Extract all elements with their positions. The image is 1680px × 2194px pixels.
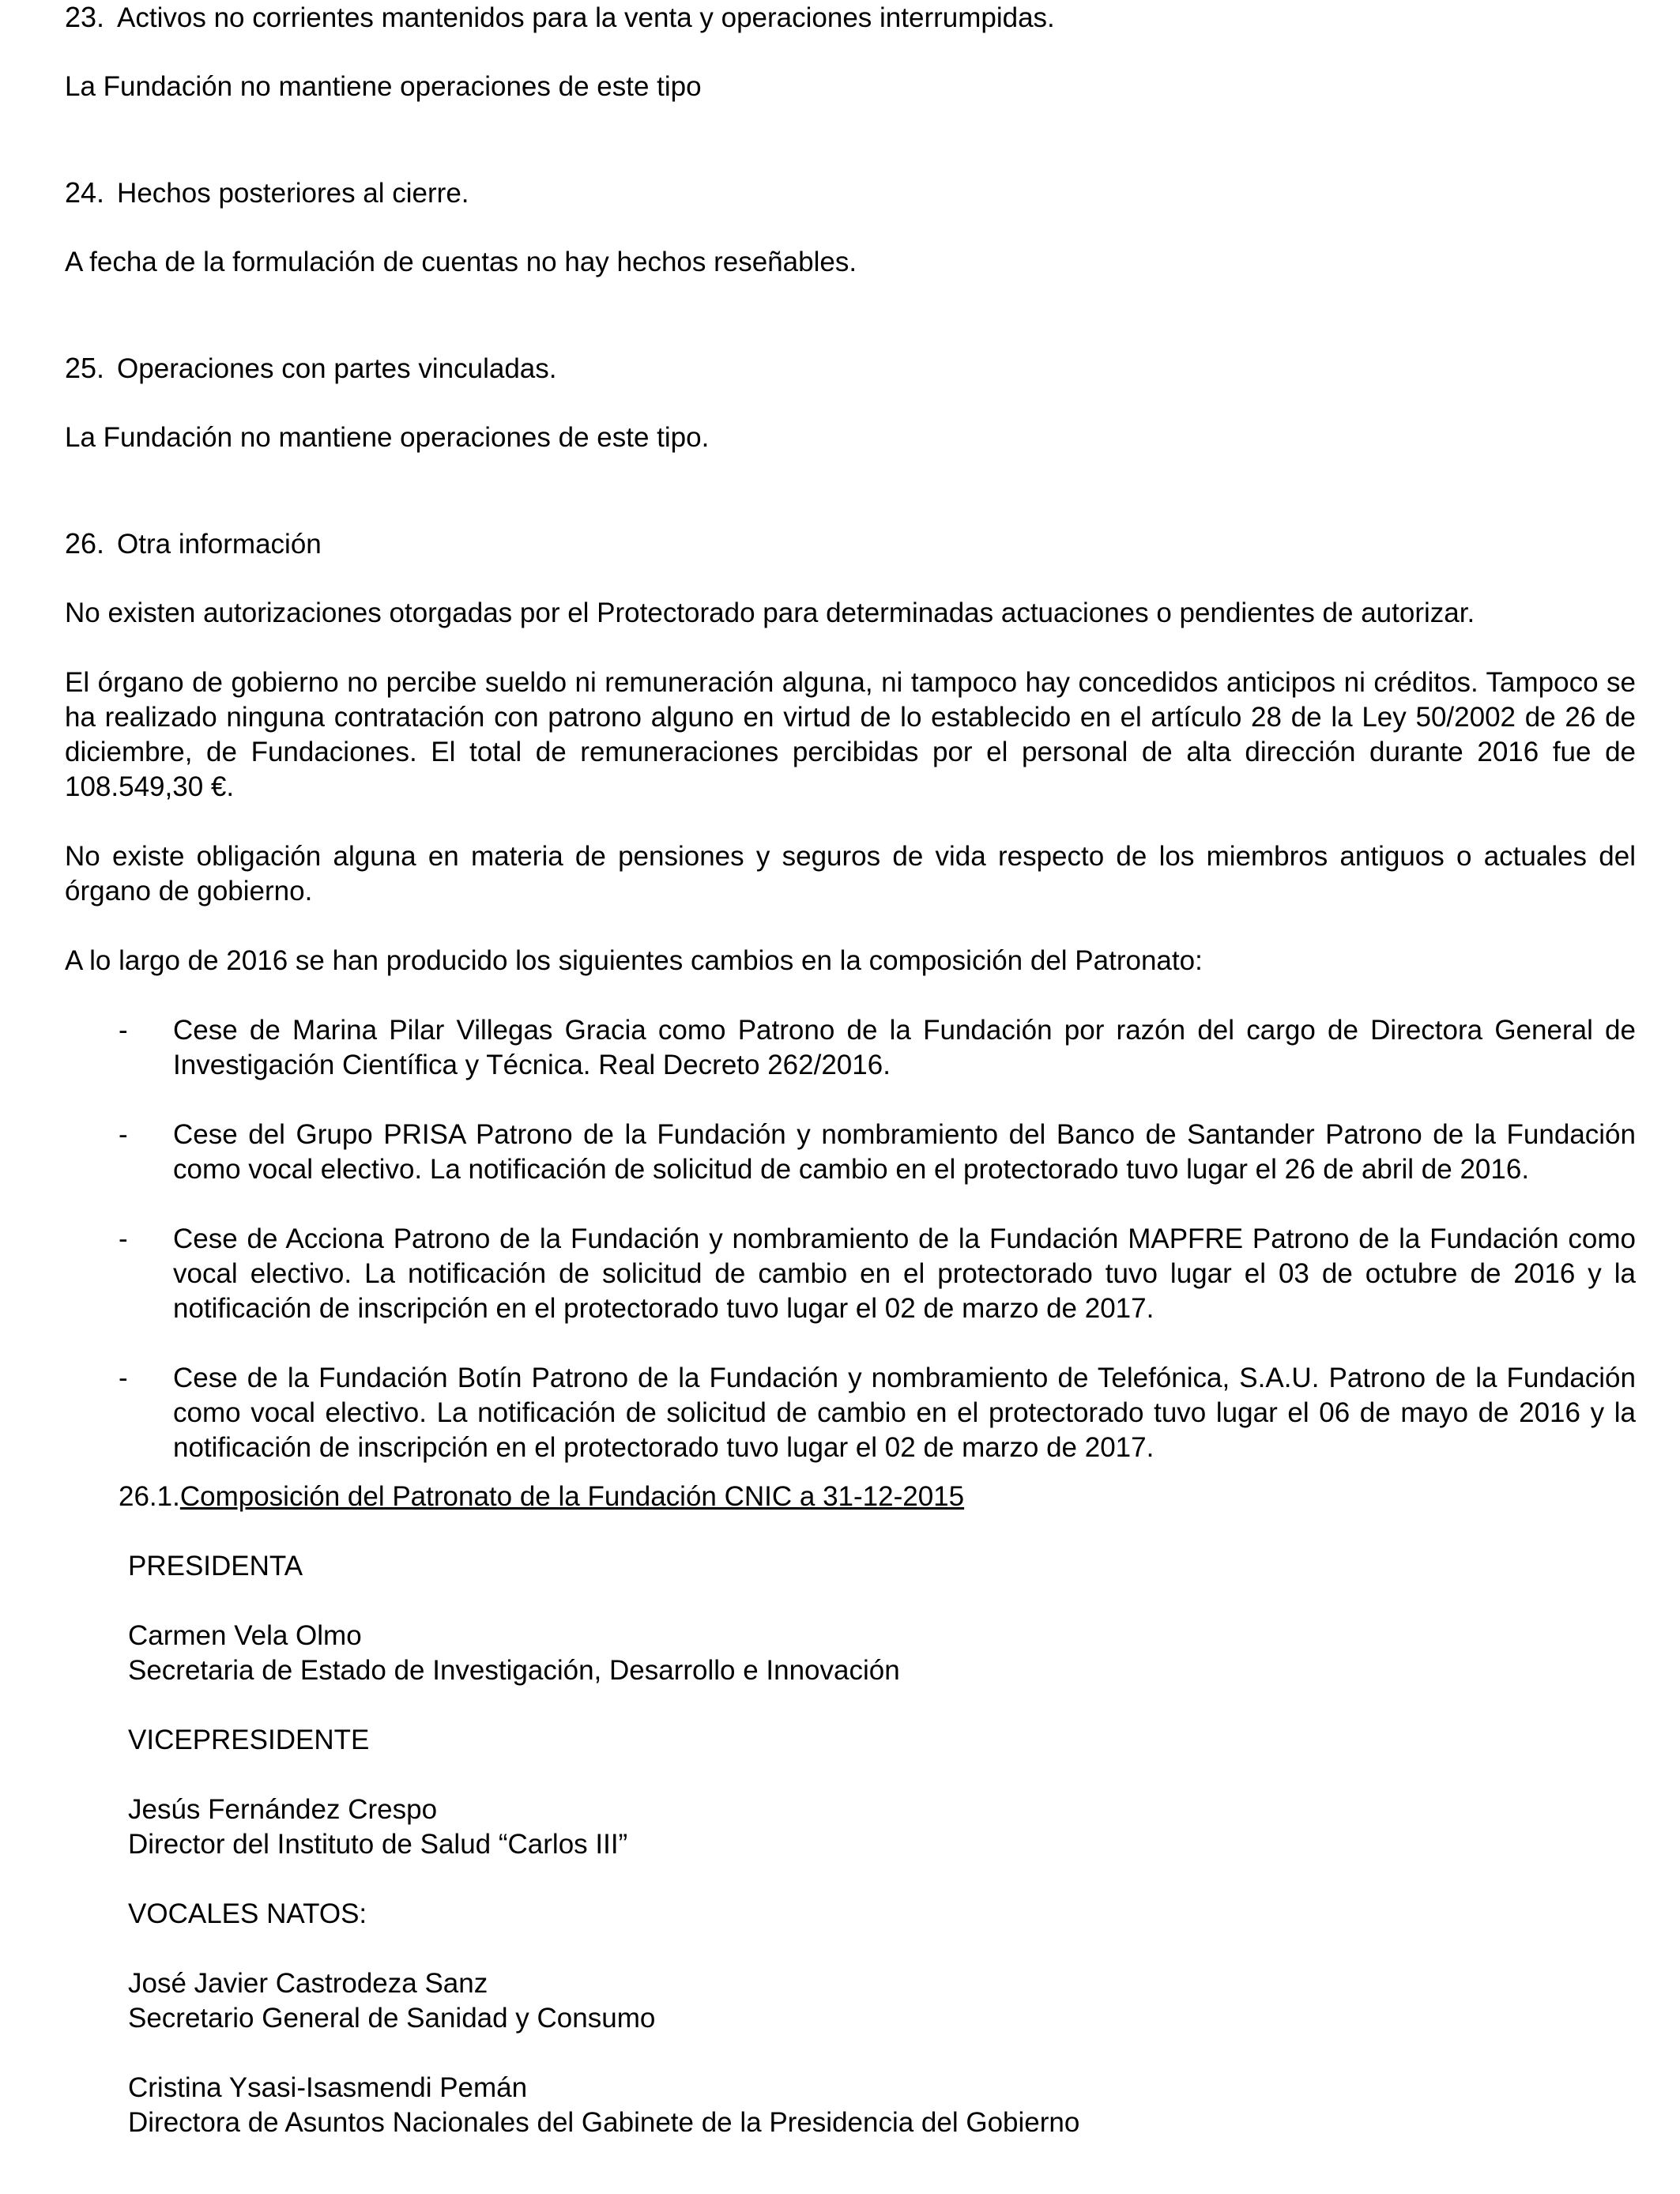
section-number: 23. <box>65 1 105 33</box>
presidenta-name: Carmen Vela Olmo <box>128 1620 362 1651</box>
section-25-heading <box>65 351 1636 386</box>
list-dash: - <box>119 1015 128 1046</box>
section-23-body: La Fundación no mantiene operaciones de este tipo <box>65 71 702 102</box>
list-item <box>65 1118 1636 1187</box>
section-title: Otra información <box>117 529 322 560</box>
list-item-text: Cese del Grupo PRISA Patrono de la Fundación y nombramiento del Banco de Santander Patrono de la Fundación como vocal electivo. La notificación de solicitud de cambio en el protectorado tuvo lugar el 26 de abril de 2016. <box>173 1119 1636 1185</box>
list-item-text: Cese de Marina Pilar Villegas Gracia como Patrono de la Fundación por razón del cargo de Directora General de Investigación Científica y Técnica. Real Decreto 262/2016. <box>173 1015 1636 1080</box>
subsection-title: Composición del Patronato de la Fundación CNIC a 31-12-2015 <box>179 1481 965 1512</box>
vicepresidente-role: Director del Instituto de Salud “Carlos III” <box>128 1829 628 1860</box>
vicepresidente-name: Jesús Fernández Crespo <box>128 1794 438 1825</box>
section-number: 26. <box>65 527 105 560</box>
section-23-heading <box>65 0 1636 35</box>
document-page <box>65 0 1636 2140</box>
presidenta-label: PRESIDENTA <box>128 1551 303 1581</box>
section-26-paragraph-3: No existe obligación alguna en materia de pensiones y seguros de vida respecto de los miembros antiguos o actuales del órgano de gobierno. <box>65 841 1636 907</box>
list-item <box>65 1222 1636 1326</box>
section-25-body: La Fundación no mantiene operaciones de este tipo. <box>65 422 710 453</box>
section-24-heading <box>65 175 1636 210</box>
section-title: Activos no corrientes mantenidos para la venta y operaciones interrumpidas. <box>117 2 1055 33</box>
vocal-2-role: Directora de Asuntos Nacionales del Gabinete de la Presidencia del Gobierno <box>128 2107 1080 2138</box>
vocales-natos-label: VOCALES NATOS: <box>128 1898 367 1929</box>
list-item-text: Cese de la Fundación Botín Patrono de la Fundación y nombramiento de Telefónica, S.A.U. Patrono de la Fundación como vocal electivo. La notificación de solicitud de cambio en el protectorado tuvo lugar el 06 de mayo de 2016 y la notificación de inscripción en el protectorado tuvo lugar el 02 de marzo de 2017. <box>173 1363 1636 1463</box>
section-title: Operaciones con partes vinculadas. <box>117 353 557 384</box>
subsection-number: 26.1. <box>119 1481 180 1512</box>
section-26-paragraph-4: A lo largo de 2016 se han producido los siguientes cambios en la composición del Patronato: <box>65 945 1203 976</box>
list-item <box>65 1013 1636 1083</box>
section-number: 24. <box>65 176 105 209</box>
subsection-26-1-heading <box>65 1480 1636 1514</box>
list-dash: - <box>119 1223 128 1254</box>
vocal-2-name: Cristina Ysasi-Isasmendi Pemán <box>128 2072 528 2103</box>
section-number: 25. <box>65 352 105 384</box>
section-26-paragraph-2: El órgano de gobierno no percibe sueldo ni remuneración alguna, ni tampoco hay concedidos anticipos ni créditos. Tampoco se ha realizado ninguna contratación con patrono alguno en virtud de lo establecido en el artículo 28 de la Ley 50/2002 de 26 de diciembre, de Fundaciones. El total de remuneraciones percibidas por el personal de alta dirección durante 2016 fue de 108.549,30 €. <box>65 667 1636 802</box>
vocal-1-role: Secretario General de Sanidad y Consumo <box>128 2003 656 2034</box>
vocal-1-name: José Javier Castrodeza Sanz <box>128 1968 488 1999</box>
section-24-body: A fecha de la formulación de cuentas no hay hechos reseñables. <box>65 247 857 277</box>
vicepresidente-label: VICEPRESIDENTE <box>128 1725 370 1755</box>
list-item <box>65 1361 1636 1465</box>
presidenta-role: Secretaria de Estado de Investigación, Desarrollo e Innovación <box>128 1655 900 1686</box>
section-26-paragraph-1: No existen autorizaciones otorgadas por el Protectorado para determinadas actuaciones o pendientes de autorizar. <box>65 598 1475 628</box>
section-26-heading <box>65 526 1636 561</box>
patronato-changes-list <box>65 1013 1636 1465</box>
list-dash: - <box>119 1363 128 1393</box>
section-title: Hechos posteriores al cierre. <box>117 178 469 209</box>
list-dash: - <box>119 1119 128 1150</box>
list-item-text: Cese de Acciona Patrono de la Fundación y nombramiento de la Fundación MAPFRE Patrono de la Fundación como vocal electivo. La notificación de solicitud de cambio en el protectorado tuvo lugar el 03 de octubre de 2016 y la notificación de inscripción en el protectorado tuvo lugar el 02 de marzo de 2017. <box>173 1223 1636 1324</box>
